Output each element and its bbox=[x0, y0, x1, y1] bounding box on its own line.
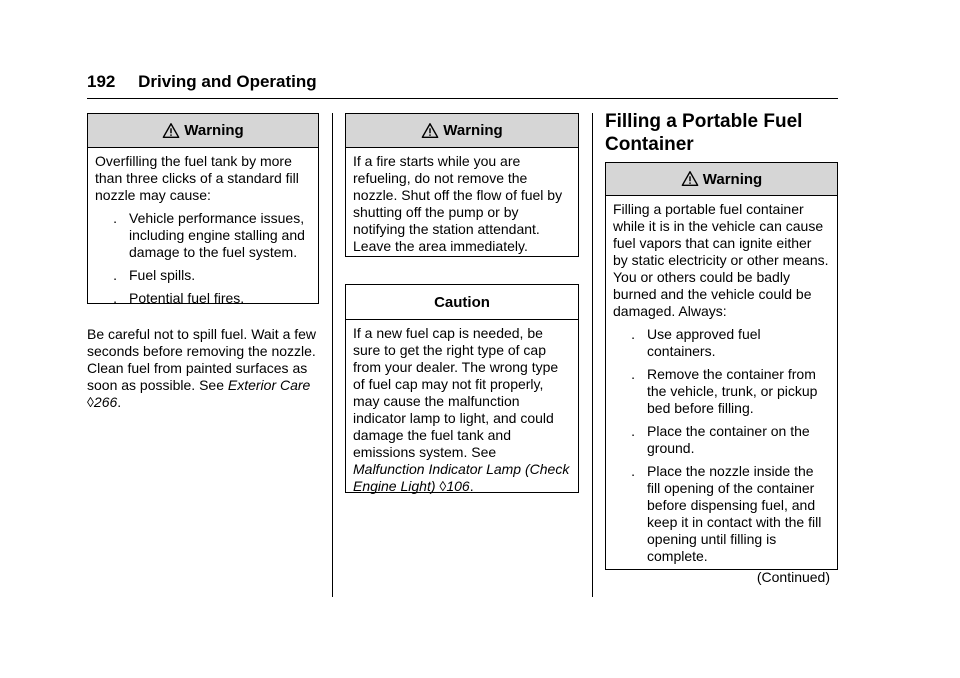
bullet-item bbox=[95, 210, 311, 261]
warning-box-body bbox=[88, 148, 318, 313]
bullet-text: Place the container on the ground. bbox=[647, 423, 810, 456]
bullet-glyph: . bbox=[631, 366, 635, 382]
column-divider-left bbox=[332, 113, 333, 597]
warning-intro: Filling a portable fuel container while it is in the vehicle can cause fuel vapors that can ignite either by static electricity or other means. You or others could be badly burned and the vehicle could be damaged. Always: bbox=[613, 201, 829, 319]
column-divider-right bbox=[592, 113, 593, 597]
cross-reference-page[interactable]: 266 bbox=[93, 394, 118, 410]
caution-box-header bbox=[346, 285, 578, 320]
warning-box-header bbox=[346, 114, 578, 148]
caution-text: If a new fuel cap is needed, be sure to get the right type of cap from your dealer. The wrong type of fuel cap may not fit properly, may cause the malfunction indicator lamp to light, and could damage the fuel tank and emissions system. See bbox=[353, 325, 559, 460]
bullet-glyph: . bbox=[631, 326, 635, 342]
warning-title: Warning bbox=[702, 170, 763, 188]
section-heading: Driving and Operating bbox=[138, 72, 317, 91]
bullet-item bbox=[613, 463, 830, 565]
warning-triangle-icon bbox=[421, 122, 439, 140]
bullet-text: Fuel spills. bbox=[129, 267, 196, 283]
bullet-item bbox=[613, 366, 830, 417]
bullet-glyph: . bbox=[113, 210, 117, 226]
bullet-text: Potential fuel fires. bbox=[129, 290, 245, 306]
bullet-glyph: . bbox=[631, 423, 635, 439]
page-ref-icon: ◊ bbox=[439, 478, 447, 494]
warning-box-portable-container bbox=[605, 162, 838, 585]
warning-box-overfilling bbox=[87, 113, 319, 304]
caution-box-fuel-cap bbox=[345, 284, 579, 493]
warning-box-header bbox=[88, 114, 318, 148]
page-ref-icon: ◊ bbox=[87, 394, 94, 410]
warning-triangle-icon bbox=[681, 170, 699, 188]
bullet-glyph: . bbox=[113, 267, 117, 283]
cross-reference-page[interactable]: 106 bbox=[446, 478, 470, 494]
page-number: 192 bbox=[87, 72, 116, 91]
warning-triangle-icon bbox=[162, 122, 180, 140]
warning-text: If a fire starts while you are refueling, do not remove the nozzle. Shut off the flow of fuel by shutting off the pump or by notifying the station attendant. Leave the area immediately. bbox=[353, 153, 563, 254]
warning-intro: Overfilling the fuel tank by more than three clicks of a standard fill nozzle may cause: bbox=[95, 153, 299, 203]
sentence-end: . bbox=[469, 478, 474, 494]
warning-box-body bbox=[606, 196, 837, 592]
bullet-item bbox=[95, 267, 311, 284]
bullet-text: Use approved fuel containers. bbox=[647, 326, 761, 359]
bullet-item bbox=[95, 290, 311, 307]
paragraph-text: Be careful not to spill fuel. Wait a few seconds before removing the nozzle. Clean fuel from painted surfaces as soon as possible. See bbox=[87, 326, 317, 393]
cross-reference-title[interactable]: Exterior Care bbox=[227, 377, 311, 393]
fuel-spill-paragraph bbox=[87, 326, 319, 411]
bullet-text: Remove the container from the vehicle, trunk, or pickup bed before filling. bbox=[647, 366, 818, 416]
caution-title: Caution bbox=[434, 293, 490, 311]
bullet-glyph: . bbox=[113, 290, 117, 306]
warning-box-body bbox=[346, 148, 578, 261]
header-rule bbox=[87, 98, 838, 99]
warning-box-header bbox=[606, 163, 837, 196]
cross-reference-title[interactable]: Malfunction Indicator Lamp (Check Engine Light) bbox=[353, 461, 570, 494]
section-title: Filling a Portable Fuel Container bbox=[605, 111, 803, 155]
warning-box-fire bbox=[345, 113, 579, 257]
sentence-end: . bbox=[117, 394, 122, 410]
warning-title: Warning bbox=[184, 122, 244, 139]
caution-box-body bbox=[346, 320, 578, 501]
warning-title: Warning bbox=[443, 122, 503, 139]
bullet-item bbox=[613, 326, 830, 360]
bullet-glyph: . bbox=[631, 463, 635, 479]
continued-label: (Continued) bbox=[756, 569, 830, 585]
bullet-item bbox=[613, 423, 830, 457]
page-header bbox=[87, 72, 317, 92]
bullet-text: Vehicle performance issues, including engine stalling and damage to the fuel system. bbox=[129, 210, 305, 260]
bullet-text: Place the nozzle inside the fill opening of the container before dispensing fuel, and keep it in contact with the fill opening until filling is complete. bbox=[647, 463, 822, 564]
caution-text-block bbox=[353, 325, 571, 495]
